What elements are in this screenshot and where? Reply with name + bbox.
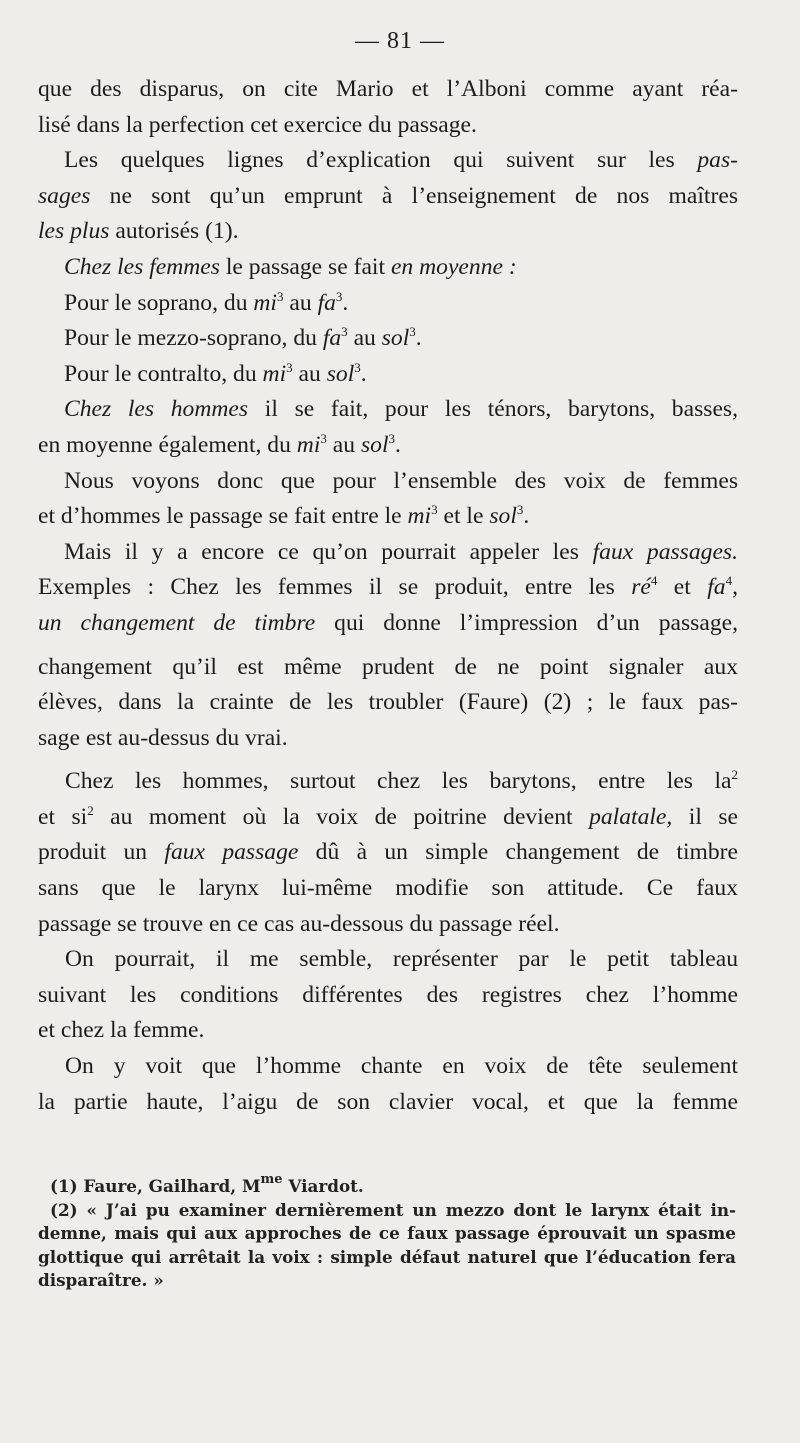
text-line: et $si^2$ au moment où la voix de poitrine devient palatale, il se — [38, 802, 738, 830]
text-line: sans que le larynx lui-même modifie son attitude. Ce faux — [38, 875, 738, 902]
text-line: la partie haute, l’aigu de son clavier vocal, et que la femme — [38, 1088, 738, 1115]
footnote-2-line: disparaître. » — [38, 1270, 164, 1290]
text-line: sages ne sont qu’un emprunt à l’enseignement de nos maîtres — [38, 182, 738, 209]
text-line: lisé dans la perfection cet exercice du passage. — [38, 111, 477, 138]
footnote-1: (1) Faure, Gailhard, $M^{me}$ Viardot. — [50, 1172, 364, 1196]
page-number: — 81 — — [355, 28, 445, 54]
text-line: les plus autorisés (1). — [38, 218, 239, 245]
text-line: Nous voyons donc que pour l’ensemble des voix de femmes — [64, 467, 738, 494]
footnote-2-line: (2) « J’ai pu examiner dernièrement un mezzo dont le larynx était in- — [50, 1199, 736, 1220]
text-line: Les quelques lignes d’explication qui suivent sur les pas- — [64, 147, 738, 174]
text-line: produit un faux passage dû à un simple changement de timbre — [38, 839, 739, 866]
main-text — [38, 72, 738, 1120]
text-line: Pour le soprano, du $mi^3$ au $fa^3$. — [64, 288, 349, 316]
text-line: Pour le contralto, du $mi^3$ au sol$^3$. — [64, 359, 367, 387]
text-line: suivant les conditions différentes des registres chez l’homme — [38, 981, 738, 1008]
text-line: et chez la femme. — [38, 1017, 205, 1044]
text-line: Chez les femmes le passage se fait en moyenne : — [64, 253, 517, 280]
text-line: que des disparus, on cite Mario et l’Alboni comme ayant réa- — [38, 76, 738, 102]
text-line: élèves, dans la crainte de les troubler (Faure) (2) ; le faux pas- — [38, 689, 738, 716]
text-line: Exemples : Chez les femmes il se produit, entre les $ré^4$ et $fa^4$, — [38, 573, 738, 601]
text-line: Chez les hommes il se fait, pour les ténors, barytons, basses, — [64, 396, 738, 423]
text-line: Pour le mezzo-soprano, du $fa^3$ au sol$^3$. — [64, 324, 422, 352]
text-line: en moyenne également, du $mi^3$ au sol$^3$. — [38, 430, 401, 458]
footnotes — [38, 1172, 736, 1293]
footnote-2-line: glottique qui arrêtait la voix : simple défaut naturel que l’éducation fera — [38, 1246, 736, 1267]
footnote-2-line: demne, mais qui aux approches de ce faux passage éprouvait un spasme — [38, 1223, 736, 1243]
text-line: un changement de timbre qui donne l’impression d’un passage, — [38, 609, 739, 636]
text-line: sage est au-dessus du vrai. — [38, 724, 288, 751]
text-line: On y voit que l’homme chante en voix de tête seulement — [65, 1053, 738, 1080]
text-line: On pourrait, il me semble, représenter par le petit tableau — [65, 946, 738, 973]
text-line: Mais il y a encore ce qu’on pourrait appeler les faux passages. — [64, 538, 739, 565]
text-line: et d’hommes le passage se fait entre le $mi^3$ et le sol$^3$. — [38, 502, 530, 530]
text-line: passage se trouve en ce cas au-dessous du passage réel. — [38, 910, 560, 937]
text-line: Chez les hommes, surtout chez les barytons, entre les $la^2$ — [65, 767, 738, 795]
text-line: changement qu’il est même prudent de ne point signaler aux — [38, 653, 738, 680]
